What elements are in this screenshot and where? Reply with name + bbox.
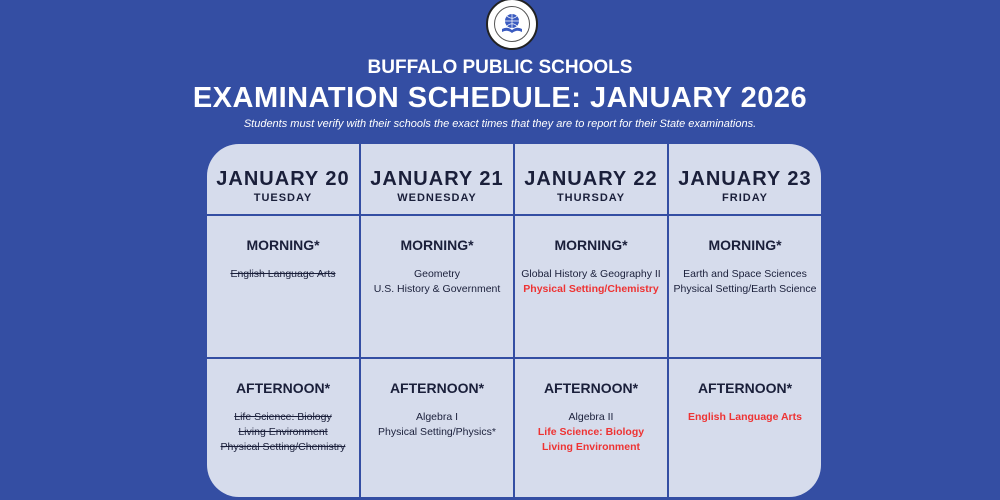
day-header [361, 144, 513, 214]
day-weekday: WEDNESDAY [397, 192, 477, 204]
schedule-table [207, 144, 821, 497]
day-date: JANUARY 20 [216, 168, 350, 190]
morning-session-cell [361, 216, 513, 357]
exam-item: English Language Arts [230, 268, 336, 280]
exam-item: Physical Setting/Chemistry [220, 441, 346, 453]
organization-name: BUFFALO PUBLIC SCHOOLS [367, 57, 633, 78]
exam-item: Physical Setting/Physics* [378, 426, 496, 438]
page-title: EXAMINATION SCHEDULE: JANUARY 2026 [192, 82, 808, 114]
globe-book-icon [499, 11, 525, 37]
morning-label: MORNING* [246, 237, 320, 253]
afternoon-session-cell [207, 359, 359, 497]
morning-session-cell [515, 216, 667, 357]
exam-item: Physical Setting/Chemistry [523, 283, 659, 295]
exam-item: English Language Arts [688, 411, 802, 423]
day-date: JANUARY 21 [370, 168, 504, 190]
day-date: JANUARY 23 [678, 168, 812, 190]
afternoon-session-cell [361, 359, 513, 497]
exam-item: Living Environment [238, 426, 328, 438]
morning-session-cell [669, 216, 821, 357]
afternoon-session-cell [515, 359, 667, 497]
exam-item: Living Environment [541, 441, 640, 453]
morning-label: MORNING* [400, 237, 474, 253]
exam-item: Physical Setting/Earth Science [673, 283, 817, 295]
afternoon-label: AFTERNOON* [389, 380, 485, 396]
day-header [207, 144, 359, 214]
exam-item: Algebra II [568, 411, 614, 423]
exam-item: U.S. History & Government [373, 283, 501, 295]
day-header [515, 144, 667, 214]
afternoon-label: AFTERNOON* [697, 380, 793, 396]
morning-label: MORNING* [554, 237, 628, 253]
day-header [669, 144, 821, 214]
verification-note: Students must verify with their schools the exact times that they are to report for their State examinations. [243, 118, 757, 130]
exam-item: Geometry [413, 268, 461, 280]
exam-item: Global History & Geography II [521, 268, 661, 280]
morning-session-cell [207, 216, 359, 357]
day-weekday: FRIDAY [722, 192, 768, 204]
day-date: JANUARY 22 [524, 168, 658, 190]
exam-item: Life Science: Biology [234, 411, 332, 423]
afternoon-label: AFTERNOON* [543, 380, 639, 396]
exam-item: Algebra I [415, 411, 459, 423]
afternoon-session-cell [669, 359, 821, 497]
afternoon-label: AFTERNOON* [235, 380, 331, 396]
exam-item: Life Science: Biology [537, 426, 645, 438]
exam-item: Earth and Space Sciences [683, 268, 807, 280]
school-seal-logo [486, 0, 538, 50]
morning-label: MORNING* [708, 237, 782, 253]
day-weekday: TUESDAY [253, 192, 313, 204]
day-weekday: THURSDAY [556, 192, 626, 204]
